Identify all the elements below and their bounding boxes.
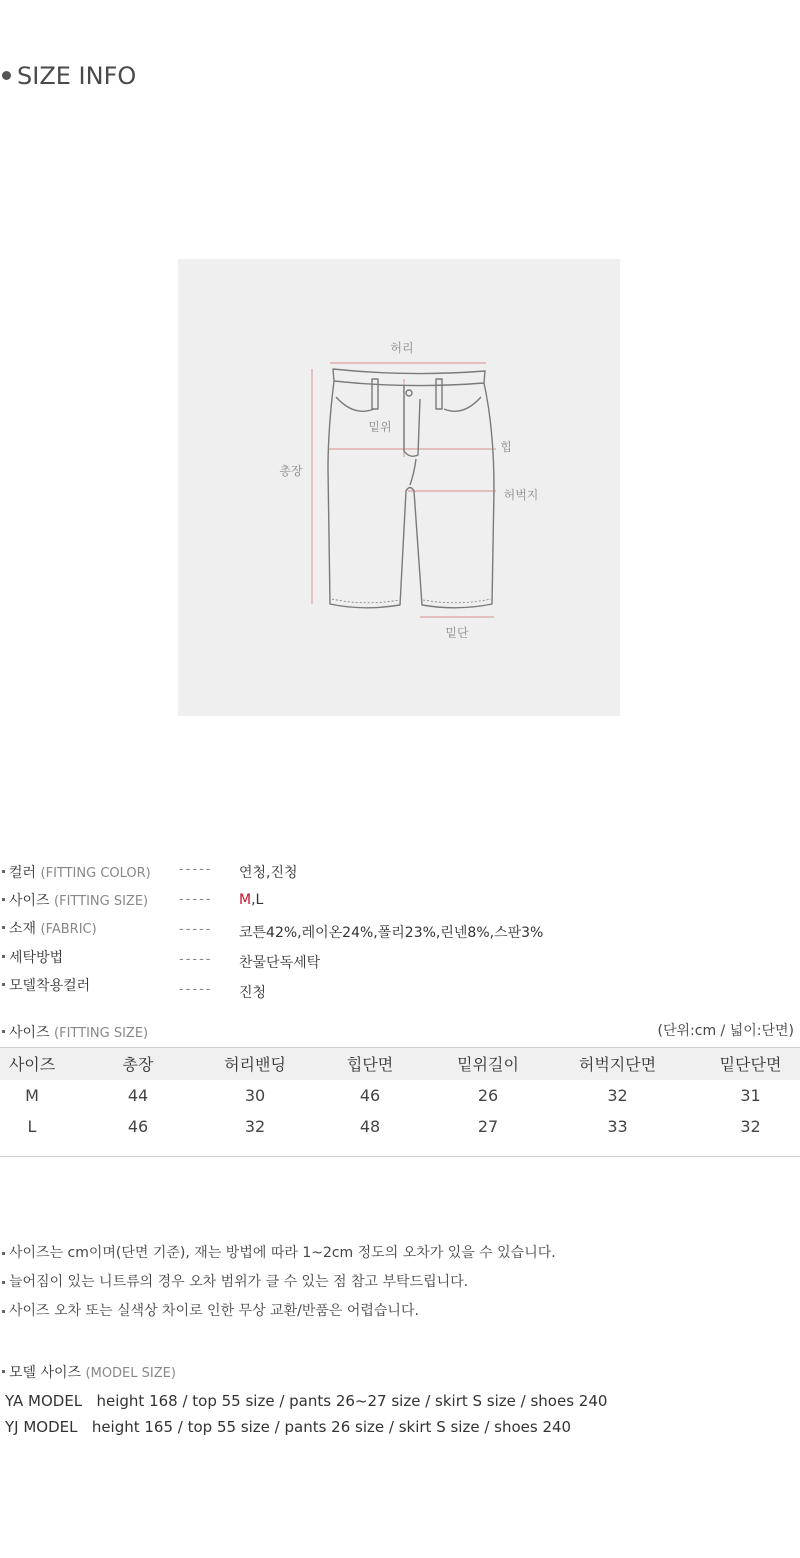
table-cell: 44 <box>127 1086 149 1105</box>
bullet-icon <box>2 1370 5 1373</box>
bullet-icon <box>2 1252 5 1255</box>
table-cell: 26 <box>477 1086 499 1105</box>
info-size-row: 사이즈 (FITTING SIZE) <box>0 890 148 912</box>
info-wash-row: 세탁방법 <box>0 947 63 969</box>
info-size-value: M,L <box>239 892 264 908</box>
bullet-icon <box>2 1030 5 1033</box>
table-cell: 48 <box>359 1117 381 1136</box>
table-header-row <box>0 1047 800 1080</box>
bullet-icon <box>2 983 5 986</box>
table-cell: 46 <box>359 1086 381 1105</box>
table-cell: 46 <box>127 1117 149 1136</box>
column-header: 총장 <box>64 1047 212 1080</box>
info-fabric-value: 코튼42%,레이온24%,폴리23%,린넨8%,스판3% <box>239 925 544 941</box>
bullet-icon <box>2 870 5 873</box>
bullet-icon <box>2 898 5 901</box>
table-cell: 33 <box>607 1117 628 1136</box>
column-header: 사이즈 <box>0 1047 64 1080</box>
info-color-row: 컬러 (FITTING COLOR) <box>0 862 151 884</box>
note-item: 사이즈 오차 또는 실색상 차이로 인한 무상 교환/반품은 어렵습니다. <box>0 1300 419 1320</box>
size-diagram <box>178 259 620 716</box>
table-cell: L <box>27 1117 37 1136</box>
info-dash: ----- <box>179 922 213 937</box>
column-header: 허벅지단면 <box>534 1047 701 1080</box>
info-wash-value: 찬물단독세탁 <box>239 955 321 971</box>
table-cell: 32 <box>244 1117 266 1136</box>
shorts-illustration <box>178 259 620 716</box>
column-header: 힙단면 <box>298 1047 442 1080</box>
table-bottom-divider <box>0 1156 800 1157</box>
hem-label: 밑단 <box>445 626 469 640</box>
size-table-heading: 사이즈 (FITTING SIZE) <box>0 1022 148 1044</box>
table-cell: 27 <box>477 1117 499 1136</box>
table-cell: 32 <box>740 1117 761 1136</box>
bullet-icon <box>2 71 11 80</box>
table-row <box>0 1111 800 1142</box>
column-header: 밑위길이 <box>442 1047 534 1080</box>
length-label: 총장 <box>279 464 303 478</box>
model-size-heading: 모델 사이즈 (MODEL SIZE) <box>0 1362 176 1384</box>
unit-note: (단위:cm / 넓이:단면) <box>657 1023 794 1039</box>
info-dash: ----- <box>179 862 213 877</box>
page-title: SIZE INFO <box>0 62 136 90</box>
info-dash: ----- <box>179 892 213 907</box>
info-dash: ----- <box>179 952 213 967</box>
info-color-value: 연청,진청 <box>239 865 298 881</box>
hip-label: 힙 <box>500 440 512 454</box>
thigh-label: 허벅지 <box>503 488 539 502</box>
bullet-icon <box>2 1281 5 1284</box>
bullet-icon <box>2 1310 5 1313</box>
model-row: YJ MODEL height 165 / top 55 size / pants 26 size / skirt S size / shoes 240 <box>5 1418 572 1436</box>
table-cell: 31 <box>740 1086 761 1105</box>
info-dash: ----- <box>179 982 213 997</box>
table-cell: 30 <box>244 1086 266 1105</box>
note-item: 사이즈는 cm이며(단면 기준), 재는 방법에 따라 1~2cm 정도의 오차가 있을 수 있습니다. <box>0 1242 556 1262</box>
column-header: 허리밴딩 <box>212 1047 298 1080</box>
table-cell: M <box>25 1086 39 1105</box>
table-row <box>0 1080 800 1111</box>
bullet-icon <box>2 926 5 929</box>
table-top-divider <box>0 1047 800 1048</box>
table-cell: 32 <box>607 1086 628 1105</box>
info-fabric-row: 소재 (FABRIC) <box>0 918 97 940</box>
waist-label: 허리 <box>390 341 414 355</box>
bullet-icon <box>2 955 5 958</box>
size-table <box>0 1047 800 1142</box>
model-row: YA MODEL height 168 / top 55 size / pants 26~27 size / skirt S size / shoes 240 <box>5 1392 608 1410</box>
info-model-color-value: 진청 <box>239 985 267 1001</box>
info-model-color-row: 모델착용컬러 <box>0 975 90 997</box>
column-header: 밑단단면 <box>701 1047 800 1080</box>
rise-label: 밑위 <box>368 420 392 434</box>
note-item: 늘어짐이 있는 니트류의 경우 오차 범위가 클 수 있는 점 참고 부탁드립니다. <box>0 1271 468 1291</box>
